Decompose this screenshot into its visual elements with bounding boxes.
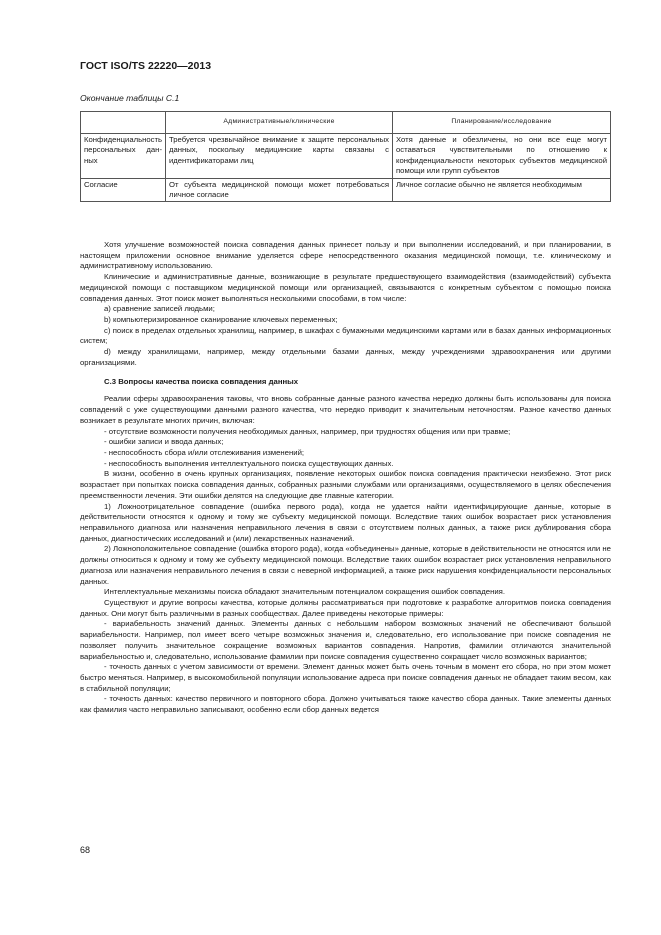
table-cell: От субъекта медицинской помощи может потребоваться личное согласие [166, 178, 393, 202]
table-cell: Конфиденциальность персональных данных [81, 134, 166, 179]
page-number: 68 [80, 845, 91, 855]
paragraph: Хотя улучшение возможностей поиска совпадения данных принесет пользу и при выполнении исследований, и при планировании, в настоящем приложении основное внимание уделяется сфере непосредственного оказания медицинской помощи, т.е. клиническому и административному использованию. [80, 240, 611, 271]
table-row [81, 134, 611, 179]
comparison-table [80, 111, 611, 202]
paragraph: В жизни, особенно в очень крупных организациях, появление некоторых ошибок поиска совпадения практически неизбежно. Этот риск возрастает при попытках поиска совпадения данных, собранных разными службами или организациями, осуществляемого в целях обеспечения преемственности лечения. Эти ошибки делятся на следующие две главные категории. [80, 469, 611, 500]
paragraph: - ошибки записи и ввода данных; [104, 437, 224, 447]
paragraph: Реалии сферы здравоохранения таковы, что вновь собранные данные разного качества нередко должны быть использованы для поиска совпадений с уже существующими данными разного качества, что нередко приводит к значительным неточностям. Разное качество данных возникает в результате многих причин, включая: [80, 394, 611, 425]
table-header-cell: Административные/клинические [166, 112, 393, 134]
paragraph: Существуют и другие вопросы качества, которые должны рассматриваться при подготовке к разработке алгоритмов поиска совпадения данных. Они могут быть различными в разных сообществах. Далее приведены некоторые примеры: [80, 598, 611, 618]
paragraph: - точность данных: качество первичного и повторного сбора. Должно учитываться также качество сбора данных. Такие элементы данных как фамилия часто неправильно записывают, особенно если сбор данных ведется [80, 694, 611, 715]
table-row [81, 178, 611, 202]
paragraph: b) компьютеризированное сканирование ключевых переменных; [104, 315, 338, 325]
paragraph: - неспособность сбора и/или отслеживания изменений; [104, 447, 305, 457]
table-cell: Требуется чрезвычайное внимание к защите персональных данных, поскольку медицинские карты связаны с идентификаторами лиц [166, 134, 393, 179]
table-cell: Личное согласие обычно не является необходимым [393, 178, 611, 202]
table-header-row [81, 112, 611, 134]
paragraph: Клинические и административные данные, возникающие в результате предшествующего взаимодействия (взаимодействий) субъекта медицинской помощи с поставщиком медицинской помощи или организацией, связываются с конкретным субъектом с помощью поиска совпадения данных. Этот поиск может выполняться несколькими способами, в том числе: [80, 272, 611, 303]
table-cell: Хотя данные и обезличены, но они все еще могут оставаться чувствительными по отношению к конфиденциальности некоторых субъектов медицинской помощи или групп субъектов [393, 134, 611, 179]
paragraph: - неспособность выполнения интеллектуального поиска существующих данных. [104, 458, 394, 468]
table-cell: Согласие [81, 178, 166, 202]
paragraph: - вариабельность значений данных. Элементы данных с небольшим набором возможных значений не обеспечивают большой вариабельности. Например, пол имеет всего четыре возможных значения и, следовательно, его использование при поиске совпадения не позволяет получить значительное сокращение возможных вариантов совпадения. Напротив, фамилии отличаются значительной вариабельностью и, следовательно, использование фамилии при поиске совпадения существенно сокращает число возможных вариантов; [80, 619, 611, 661]
body-text [80, 240, 611, 716]
paragraph: a) сравнение записей людьми; [104, 304, 215, 314]
table-header-cell [81, 112, 166, 134]
paragraph: 2) Ложноположительное совпадение (ошибка второго рода), когда «объединены» данные, которые в действительности не относятся или не должны относиться к одному и тому же субъекту медицинской помощи. Вследствие таких ошибок возрастает риск установления неправильного диагноза или назначения неправильного лечения в связи с неверной информацией, а также риск нарушения конфиденциальности персональных данных. [80, 544, 611, 586]
paragraph: c) поиск в пределах отдельных хранилищ, например, в шкафах с бумажными медицинскими картами или в базах данных информационных систем; [80, 325, 611, 346]
section-heading: С.3 Вопросы качества поиска совпадения данных [104, 376, 299, 386]
table-header-cell: Планирование/исследование [393, 112, 611, 134]
paragraph: d) между хранилищами, например, между отдельными базами данных, между учреждениями здравоохранения или другими организациями. [80, 347, 611, 367]
document-header: ГОСТ ISO/TS 22220—2013 [80, 60, 212, 72]
table-caption: Окончание таблицы С.1 [80, 93, 180, 103]
paragraph: Интеллектуальные механизмы поиска обладают значительным потенциалом сокращения ошибок совпадения. [104, 587, 506, 597]
paragraph: - отсутствие возможности получения необходимых данных, например, при трудностях общения или при травме; [104, 426, 511, 436]
paragraph: 1) Ложноотрицательное совпадение (ошибка первого рода), когда не удается найти идентифицирующие данные, которые в действительности относятся к одному и тому же субъекту медицинской помощи. Вследствие таких ошибок возрастает риск установления неправильного диагноза или назначения неправильного лечения в связи с отсутствием полных данных, а также риск дублирования сбора данных, диагностических исследований и (или) лекарственных назначений. [80, 501, 611, 543]
paragraph: - точность данных с учетом зависимости от времени. Элемент данных может быть очень точным в момент его сбора, но при этом может быстро меняться. Например, в высокомобильной популяции использование адреса при поиске совпадения данных не обладает таким весом, как в стабильной популяции; [80, 662, 611, 693]
